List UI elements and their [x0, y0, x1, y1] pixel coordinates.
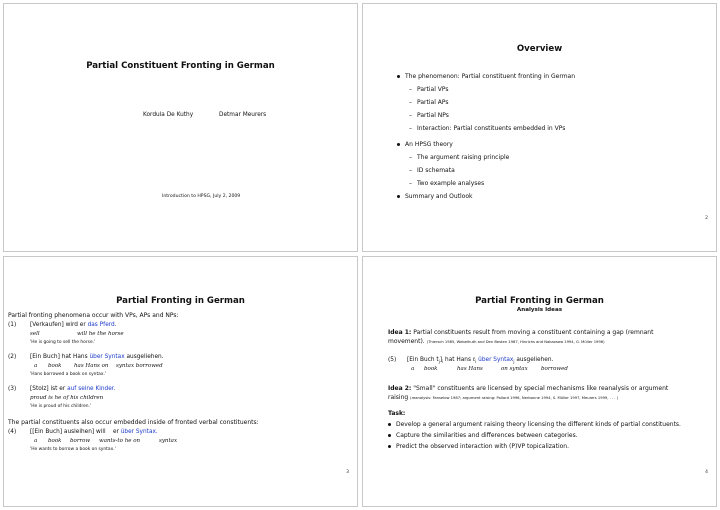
- example-sentence: [Ein Buch] hat Hans über Syntax ausgeliehen.: [30, 354, 164, 360]
- bullet-item: The phenomenon: Partial constituent fronting in German: [397, 73, 575, 80]
- author-name: Kordula De Kuthy: [143, 112, 194, 118]
- gloss-line: on syntax: [501, 366, 528, 372]
- task-item: Predict the observed interaction with (P)VP topicalization.: [388, 443, 569, 450]
- example-number: (3): [8, 386, 17, 392]
- task-label: Task:: [388, 410, 406, 417]
- bullet-icon: [397, 143, 400, 146]
- translation: 'Hans borrowed a book on syntax.': [30, 372, 107, 377]
- intro-text: Partial fronting phenomena occur with VPs, APs and NPs:: [8, 312, 179, 319]
- gloss-line: proud is he of his children: [30, 395, 104, 401]
- gloss-line: wants-to he on: [99, 438, 141, 444]
- sub-item: – The argument raising principle: [409, 154, 510, 161]
- gloss-word: borrowed: [541, 366, 568, 372]
- intro-text: The partial constituents also occur embedded inside of fronted verbal constituents:: [8, 419, 259, 426]
- bullet-icon: [388, 423, 391, 426]
- gloss-line: has Hans on: [74, 363, 109, 369]
- example-number: (5): [388, 357, 397, 363]
- slide-title: [3, 3, 358, 252]
- page-number: 4: [705, 470, 708, 475]
- example-sentence: [Ein Buch $t_j]_i$ hat Hans $t_i$ über Syntax$_j$ ausgeliehen.: [407, 357, 554, 365]
- slide-partial-fronting: [3, 256, 358, 507]
- slide-title: Partial Fronting in German: [475, 296, 604, 306]
- sub-item: – Partial NPs: [409, 112, 449, 119]
- bullet-icon: [388, 445, 391, 448]
- gloss-word: borrow: [70, 438, 91, 444]
- footer-text: Introduction to HPSG, July 2, 2009: [162, 194, 241, 199]
- bullet-icon: [388, 434, 391, 437]
- example-sentence: [Verkaufen] wird er das Pferd.: [30, 322, 117, 328]
- translation: 'He wants to borrow a book on syntax.': [30, 447, 116, 452]
- gloss-word: a: [34, 363, 38, 369]
- slide-overview: [362, 3, 717, 252]
- task-item: Capture the similarities and differences between categories.: [388, 432, 578, 439]
- gloss-word: a: [411, 366, 415, 372]
- example-number: (1): [8, 322, 17, 328]
- sub-item: – Two example analyses: [409, 180, 485, 187]
- gloss-word: book: [48, 363, 62, 369]
- page-number: 3: [346, 470, 349, 475]
- idea-2-continued: raising (reanalysis: Fanselow 1987; argument raising: Pollard 1996, Nerbonne 1994, S. Müller 1997, Meurers 1999, . . . ): [388, 394, 619, 401]
- slide-subtitle: Analysis Ideas: [516, 307, 563, 313]
- page-number: 2: [705, 216, 708, 221]
- gloss-word: book: [424, 366, 438, 372]
- slide-title: Partial Fronting in German: [116, 296, 245, 306]
- idea-1-continued: movement). (Thiersch 1985, Webelhuth and Den Besten 1987, Hinrichs and Nakazawa 1994, G. Müller 1996): [388, 338, 605, 345]
- example-sentence: [Stolz] ist er auf seine Kinder.: [30, 386, 116, 392]
- presentation-title: Partial Constituent Fronting in German: [86, 61, 275, 71]
- idea-1: Idea 1: Partial constituents result from moving a constituent containing a gap (remnant: [388, 329, 654, 336]
- gloss-word: book: [48, 438, 62, 444]
- gloss-line: syntax borrowed: [116, 363, 163, 369]
- translation: 'He is going to sell the horse.': [30, 340, 96, 345]
- example-sentence: [[Ein Buch] ausleihen] will er über Syntax.: [30, 429, 158, 435]
- example-number: (2): [8, 354, 17, 360]
- task-item: Develop a general argument raising theory licensing the different kinds of partial constituents.: [388, 421, 681, 428]
- bullet-icon: [397, 75, 400, 78]
- slide-analysis-ideas: [362, 256, 717, 507]
- bullet-icon: [397, 195, 400, 198]
- sub-item: – ID schemata: [409, 167, 455, 174]
- gloss-line: will he the horse: [77, 331, 124, 337]
- gloss-line: has Hans: [457, 366, 483, 372]
- gloss-word: sell: [30, 331, 40, 337]
- sub-item: – Partial APs: [409, 99, 449, 106]
- example-number: (4): [8, 429, 17, 435]
- gloss-word: a: [34, 438, 38, 444]
- translation: 'He is proud of his children.': [30, 404, 92, 409]
- author-name: Detmar Meurers: [219, 112, 267, 118]
- slide-title: Overview: [516, 44, 563, 54]
- bullet-item: An HPSG theory: [397, 141, 453, 148]
- idea-2: Idea 2: "Small" constituents are licensed by special mechanisms like reanalysis or argument: [388, 385, 669, 392]
- sub-item: – Interaction: Partial constituents embedded in VPs: [409, 125, 566, 132]
- bullet-item: Summary and Outlook: [397, 193, 472, 200]
- sub-item: – Partial VPs: [409, 86, 449, 93]
- gloss-word: syntax: [159, 438, 178, 444]
